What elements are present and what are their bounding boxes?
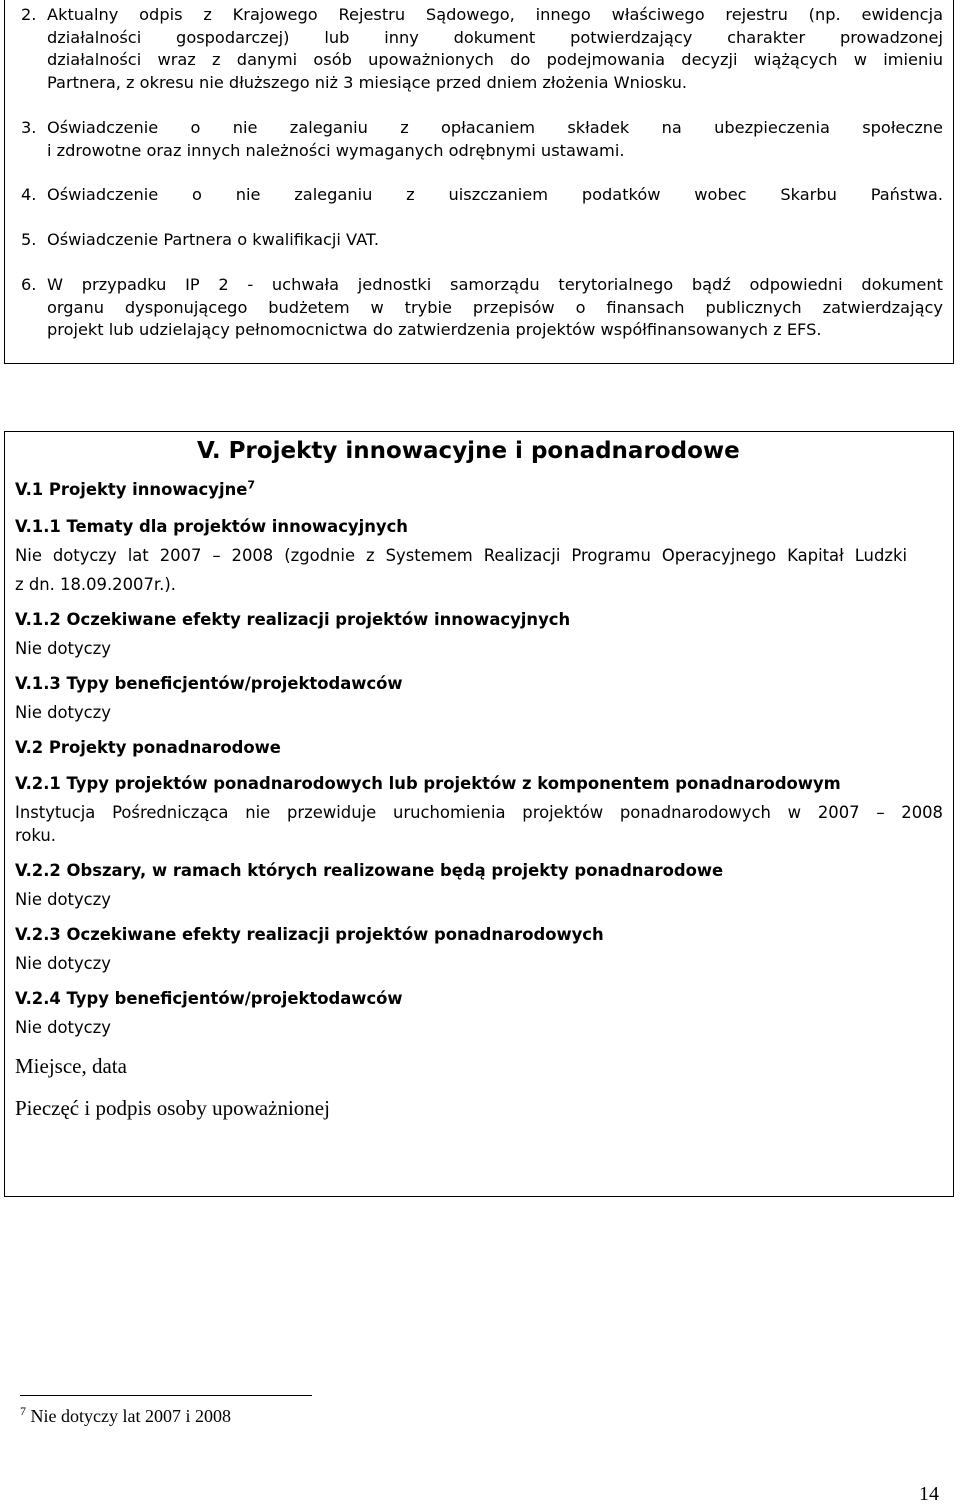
- list-item-3: [21, 117, 943, 162]
- v21-heading: V.2.1 Typy projektów ponadnarodowych lub projektów z komponentem ponadnarodowym: [15, 774, 841, 793]
- list-number: 5.: [21, 230, 37, 249]
- v12-heading: V.1.2 Oczekiwane efekty realizacji projektów innowacyjnych: [15, 610, 571, 629]
- list-line: organu dysponującego budżetem w trybie przepisów o finansach publicznych zatwierdzający: [47, 297, 943, 317]
- footnote: [20, 1406, 231, 1427]
- v1-heading-text: V.1 Projekty innowacyjne: [15, 480, 248, 499]
- v22-heading: V.2.2 Obszary, w ramach których realizowane będą projekty ponadnarodowe: [15, 861, 724, 880]
- list-number: 6.: [21, 275, 37, 294]
- v23-heading: V.2.3 Oczekiwane efekty realizacji projektów ponadnarodowych: [15, 925, 604, 944]
- v1-heading: [15, 480, 255, 499]
- stamp-signature-label: Pieczęć i podpis osoby upoważnionej: [15, 1096, 330, 1120]
- list-line: Partnera, z okresu nie dłuższego niż 3 miesiące przed dniem złożenia Wniosku.: [47, 72, 688, 92]
- list-number: 2.: [21, 5, 37, 24]
- v23-text: Nie dotyczy: [15, 954, 111, 973]
- list-item-5: [21, 229, 943, 252]
- v24-heading: V.2.4 Typy beneficjentów/projektodawców: [15, 989, 403, 1008]
- v2-heading: V.2 Projekty ponadnarodowe: [15, 738, 281, 757]
- list-item-4: [21, 184, 943, 207]
- list-line: działalności wraz z danymi osób upoważnionych do podejmowania decyzji wiążących w imieniu: [47, 50, 943, 70]
- list-line: projekt lub udzielający pełnomocnictwa do zatwierdzenia projektów współfinansowanych z EFS.: [47, 320, 822, 340]
- v21-text-line2: roku.: [15, 826, 56, 845]
- v11-heading: V.1.1 Tematy dla projektów innowacyjnych: [15, 517, 408, 536]
- v13-heading: V.1.3 Typy beneficjentów/projektodawców: [15, 674, 403, 693]
- footnote-ref: 7: [247, 478, 256, 492]
- list-line: Oświadczenie o nie zaleganiu z opłacaniem składek na ubezpieczenia społeczne: [47, 118, 943, 137]
- footnote-text: Nie dotyczy lat 2007 i 2008: [30, 1406, 231, 1426]
- section-title: V. Projekty innowacyjne i ponadnarodowe: [197, 438, 740, 464]
- footnote-separator: [20, 1395, 312, 1396]
- v21-text-line1: Instytucja Pośrednicząca nie przewiduje uruchomienia projektów ponadnarodowych w 2007 – 2008: [15, 803, 943, 822]
- list-line: i zdrowotne oraz innych należności wymaganych odrębnymi ustawami.: [47, 140, 625, 160]
- list-line: W przypadku IP 2 - uchwała jednostki samorządu terytorialnego bądź odpowiedni dokument: [47, 275, 943, 294]
- list-line: działalności gospodarczej) lub inny dokument potwierdzający charakter prowadzonej: [47, 27, 943, 47]
- v13-text: Nie dotyczy: [15, 703, 111, 722]
- v11-text-line2: z dn. 18.09.2007r.).: [15, 575, 176, 594]
- list-line: Aktualny odpis z Krajowego Rejestru Sądowego, innego właściwego rejestru (np. ewidencja: [47, 5, 943, 24]
- place-date-label: Miejsce, data: [15, 1054, 127, 1078]
- footnote-number: 7: [20, 1404, 26, 1418]
- list-line: Oświadczenie Partnera o kwalifikacji VAT.: [47, 230, 380, 249]
- page-number: 14: [919, 1483, 939, 1505]
- list-line: Oświadczenie o nie zaleganiu z uiszczaniem podatków wobec Skarbu Państwa.: [47, 185, 943, 204]
- v11-text-line1: Nie dotyczy lat 2007 – 2008 (zgodnie z Systemem Realizacji Programu Operacyjnego Kapitał Ludzki: [15, 546, 907, 565]
- v24-text: Nie dotyczy: [15, 1018, 111, 1037]
- list-item-2: [21, 4, 943, 94]
- list-number: 3.: [21, 118, 37, 137]
- list-number: 4.: [21, 185, 37, 204]
- v12-text: Nie dotyczy: [15, 639, 111, 658]
- list-item-6: [21, 274, 943, 342]
- v22-text: Nie dotyczy: [15, 890, 111, 909]
